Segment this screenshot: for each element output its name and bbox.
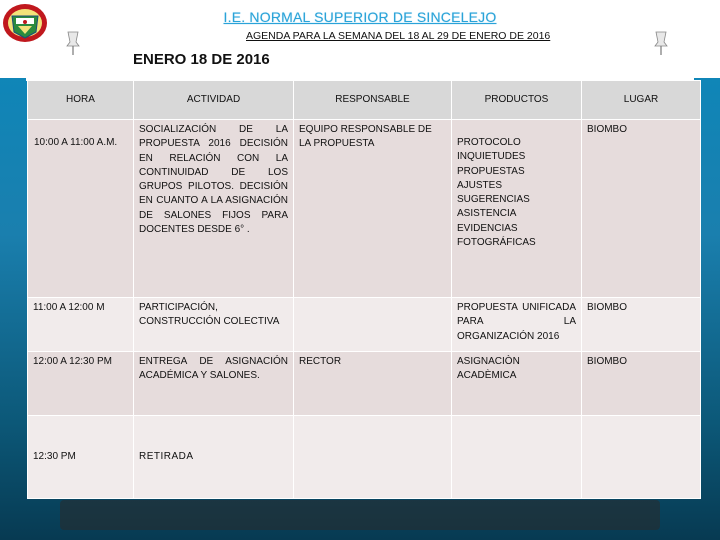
producto-item: PROPUESTAS <box>457 165 525 177</box>
lugar-cell: BIOMBO <box>582 120 701 298</box>
column-header-actividad: ACTIVIDAD <box>134 81 294 120</box>
responsable-cell: EQUIPO RESPONSABLE DE LA PROPUESTA <box>294 120 452 298</box>
producto-item: AJUSTES <box>457 179 503 191</box>
hora-cell: 12:30 PM <box>28 416 134 499</box>
table-header-row <box>28 81 701 120</box>
hora-cell: 10:00 A 11:00 A.M. <box>28 120 134 298</box>
pushpin-icon <box>652 30 670 56</box>
producto-item: SUGERENCIAS <box>457 194 530 206</box>
page-title: I.E. NORMAL SUPERIOR DE SINCELEJO <box>223 9 497 25</box>
productos-cell: PROPUESTA UNIFICADA PARA LA ORGANIZACIÓN 2016 <box>452 298 582 352</box>
responsable-cell <box>294 416 452 499</box>
productos-cell <box>452 416 582 499</box>
agenda-table <box>27 80 701 499</box>
actividad-cell: SOCIALIZACIÓN DE LA PROPUESTA 2016 DECISIÓN EN RELACIÓN CON LA CONTINUIDAD DE LOS GRUPOS PILOTOS. DECISIÓN EN CUANTO A LA ASIGNACIÓN DE SALONES FIJOS PARA DOCENTES DESDE 6° . <box>134 120 294 298</box>
agenda-date: ENERO 18 DE 2016 <box>133 51 270 68</box>
column-header-lugar: LUGAR <box>582 81 701 120</box>
producto-item: FOTOGRÁFICAS <box>457 237 536 249</box>
producto-item: ASISTENCIA <box>457 208 517 220</box>
table-row <box>28 298 701 352</box>
date-panel <box>26 44 694 81</box>
table-row <box>28 416 701 499</box>
responsable-cell: RECTOR <box>294 352 452 416</box>
productos-cell <box>452 120 582 298</box>
table-shadow <box>60 500 660 530</box>
actividad-cell: ENTREGA DE ASIGNACIÓN ACADÉMICA Y SALONES. <box>134 352 294 416</box>
column-header-productos: PRODUCTOS <box>452 81 582 120</box>
lugar-cell: BIOMBO <box>582 352 701 416</box>
hora-cell: 12:00 A 12:30 PM <box>28 352 134 416</box>
actividad-cell: PARTICIPACIÓN, CONSTRUCCIÓN COLECTIVA <box>134 298 294 352</box>
producto-item: EVIDENCIAS <box>457 222 518 234</box>
lugar-cell <box>582 416 701 499</box>
actividad-cell: RETIRADA <box>134 416 294 499</box>
column-header-hora: HORA <box>28 81 134 120</box>
pushpin-icon <box>64 30 82 56</box>
productos-cell: ASIGNACIÒN ACADÈMICA <box>452 352 582 416</box>
hora-cell: 11:00 A 12:00 M <box>28 298 134 352</box>
column-header-responsable: RESPONSABLE <box>294 81 452 120</box>
lugar-cell: BIOMBO <box>582 298 701 352</box>
producto-item: INQUIETUDES <box>457 151 526 163</box>
table-row <box>28 120 701 298</box>
table-row <box>28 352 701 416</box>
responsable-cell <box>294 298 452 352</box>
producto-item: PROTOCOLO <box>457 137 521 148</box>
page-subtitle: AGENDA PARA LA SEMANA DEL 18 AL 29 DE ENERO DE 2016 <box>246 30 551 42</box>
